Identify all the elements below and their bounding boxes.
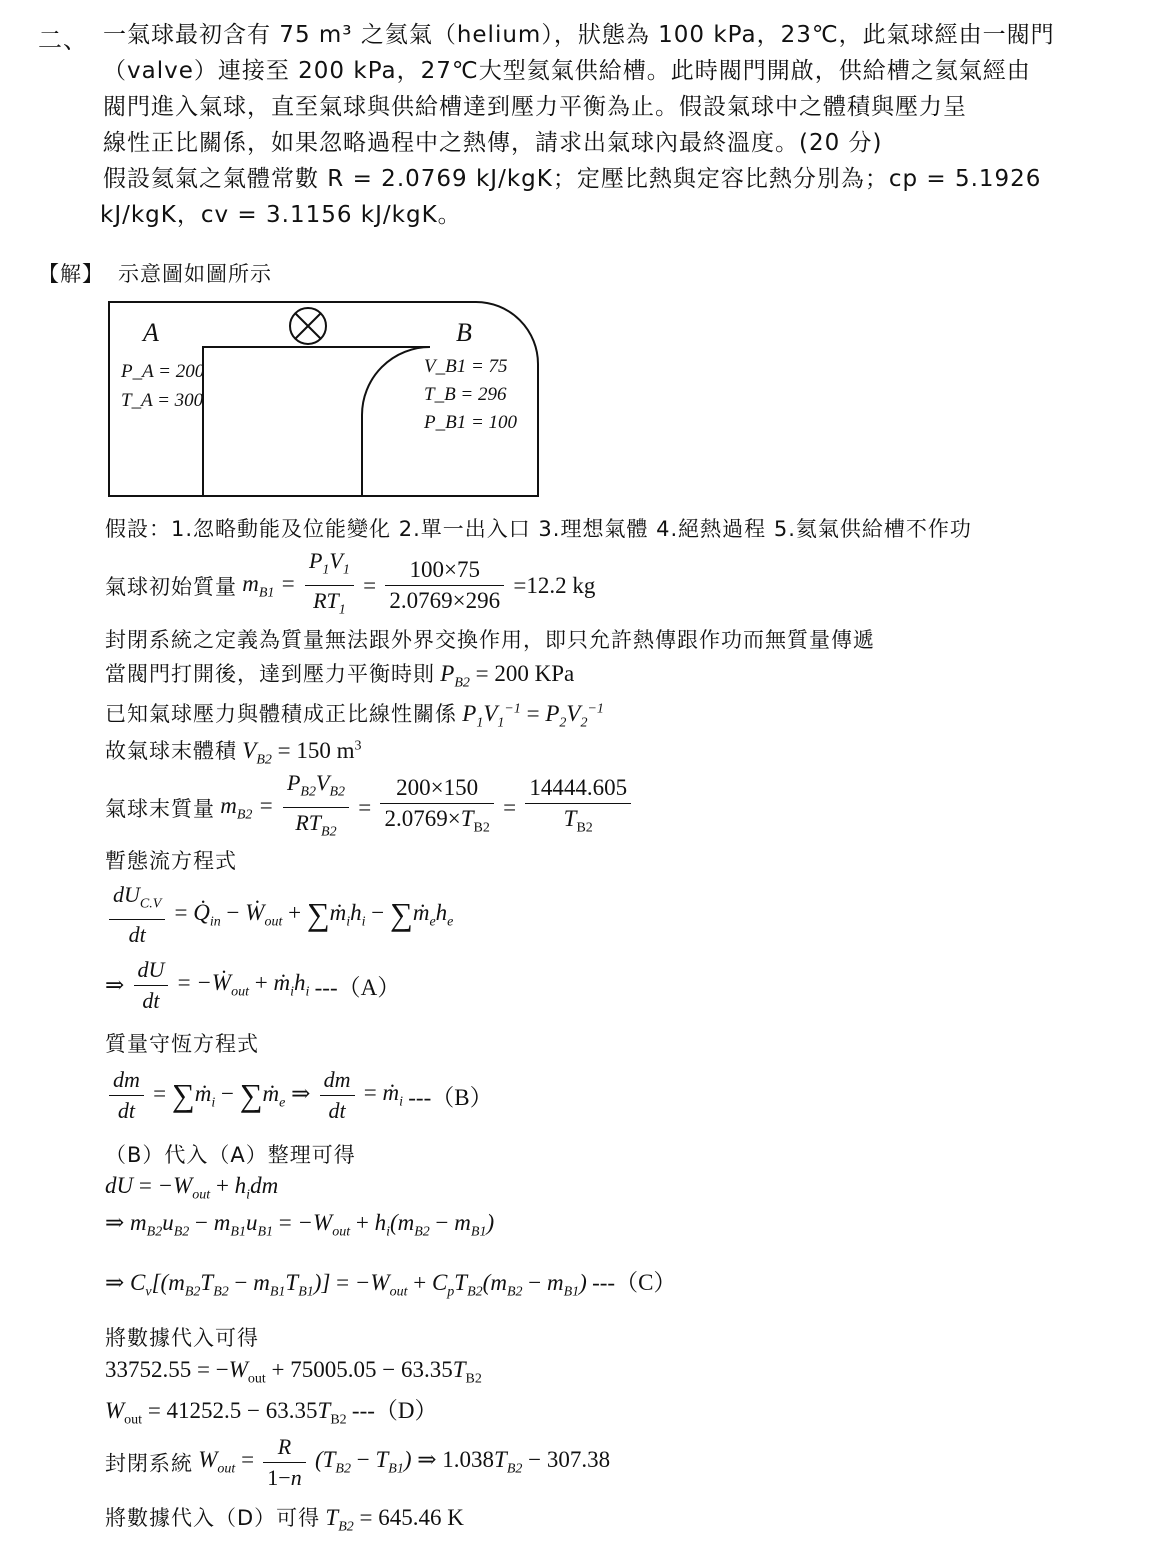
transient-eq: $\frac{dU_{C.V}}{dt}$ = $Q̇_{in}$ − Ẇ$_{out}$ + $\sum ṁ_ih_i$ − $\sum ṁ_eh_e$	[105, 880, 453, 950]
diagram-label-b: B	[456, 318, 472, 347]
question-line: 一氣球最初含有 75 m³ 之氦氣（helium），狀態為 100 kPa，23℃，此氣球經由一閥門	[103, 22, 1055, 48]
question-number: 二、	[38, 26, 88, 54]
eq-a-tag: ---（A）	[314, 975, 401, 1000]
diagram-b-pressure: P_B1 = 100	[424, 412, 518, 433]
question-line: 閥門進入氣球，直至氣球與供給槽達到壓力平衡為止。假設氣球中之體積與壓力呈	[103, 94, 967, 120]
diagram-label-a: A	[143, 318, 159, 347]
initial-mass-denominator: 2.0769×296	[389, 588, 501, 614]
diagram-b-volume: V_B1 = 75	[424, 356, 508, 377]
eq-c-tag: ---（C）	[592, 1270, 677, 1295]
final-mass-numerator: 200×150	[380, 773, 493, 804]
eq-d-tag: ---（D）	[351, 1398, 438, 1423]
solution-tag: 【解】	[38, 262, 104, 286]
question-body	[103, 17, 1055, 197]
valve-icon	[290, 308, 326, 344]
final-mass-result-numerator: 14444.605	[525, 773, 631, 804]
eq-d: $W_{out} = 41252.5 - 63.35T_{B2}$ ---（D）	[105, 1398, 438, 1428]
mass-energy-eq: ⇒ $m_{B2}u_{B2} - m_{B1}u_{B1} = -W_{out} + h_i(m_{B2} - m_{B1})$	[105, 1210, 495, 1240]
diagram-a-pressure: P_A = 200	[121, 361, 205, 382]
question-line: （valve）連接至 200 kPa，27℃大型氦氣供給槽。此時閥門開啟，供給槽之氦氣經由	[103, 58, 1031, 84]
du-eq: dU = $-W_{out} + h_idm$	[105, 1173, 279, 1203]
substitution-text: （B）代入（A）整理可得	[105, 1143, 356, 1167]
numeric-eq: $33752.55 = -W_{out} + 75005.05 - 63.35T_{B2}$	[105, 1357, 482, 1387]
initial-mass-eq: 氣球初始質量 $m_{B1}$ = $\frac{P_1V_1}{RT_1}$ = $\frac{100\times 75}{2.0769\times 296}$ =12.2 kg	[105, 548, 596, 618]
linear-relation-line: 已知氣球壓力與體積成正比線性關係 $P_1V_1^{-1} = P_2V_2^{-1}$	[105, 701, 604, 731]
question-line: 線性正比關係，如果忽略過程中之熱傳，請求出氣球內最終溫度。(20 分)	[103, 130, 883, 156]
eq-b: $\frac{dm}{dt}$ = ∑ṁ$_i$ − ∑ṁ$_e$ ⇒ $\frac{dm}{dt}$ = ṁ$_i$ ---（B）	[105, 1065, 493, 1126]
solution-intro: 示意圖如圖所示	[118, 262, 272, 286]
question-line: kJ/kgK，cv = 3.1156 kJ/kgK。	[100, 202, 462, 228]
assumptions: 假設：1.忽略動能及位能變化 2.單一出入口 3.理想氣體 4.絕熱過程 5.氦氣供給槽不作功	[105, 517, 972, 541]
eq-a: ⇒ $\frac{dU}{dt}$ = −Ẇ$_{out}$ + $ṁ_ih_i$ ---（A）	[105, 957, 401, 1013]
eq-c: ⇒ $C_v[(m_{B2}T_{B2} - m_{B1}T_{B1})] = -W_{out} + C_pT_{B2}(m_{B2} - m_{B1})$ ---（C）	[105, 1270, 677, 1300]
question-line: 假設氦氣之氣體常數 R = 2.0769 kJ/kgK；定壓比熱與定容比熱分別為；cp = 5.1926	[103, 166, 1042, 192]
closed-system-work-eq: 封閉系統 $W_{out}$ = $\frac{R}{1-n}$ $(T_{B2} - T_{B1})$ ⇒ $1.038T_{B2} - 307.38$	[105, 1434, 611, 1490]
transient-title: 暫態流方程式	[105, 849, 237, 873]
initial-mass-numerator: 100×75	[385, 555, 504, 586]
diagram-b-temperature: T_B = 296	[424, 384, 507, 405]
plug-text: 將數據代入可得	[105, 1326, 259, 1350]
eq-b-tag: ---（B）	[408, 1085, 493, 1110]
valve-open-line: 當閥門打開後，達到壓力平衡時則 $P_{B2} = 200$ KPa	[105, 661, 575, 691]
initial-mass-result: =12.2 kg	[513, 572, 596, 598]
final-answer-line: 將數據代入（D）可得 $T_{B2} = 645.46$ K	[105, 1505, 464, 1535]
closed-system-definition: 封閉系統之定義為質量無法跟外界交換作用，即只允許熱傳跟作功而無質量傳遞	[105, 628, 875, 652]
final-mass-eq: 氣球末質量 $m_{B2}$ = $\frac{P_{B2}V_{B2}}{RT_{B2}}$ = $\frac{200\times 150}{2.0769\times T_{B2}}$ = $\frac{14444.605}{T_{B2}}$	[105, 768, 635, 848]
diagram-a-temperature: T_A = 300	[121, 390, 204, 411]
final-volume-line: 故氣球末體積 $V_{B2} = 150$ $m^3$	[105, 738, 362, 768]
mass-conservation-title: 質量守恆方程式	[105, 1032, 259, 1056]
